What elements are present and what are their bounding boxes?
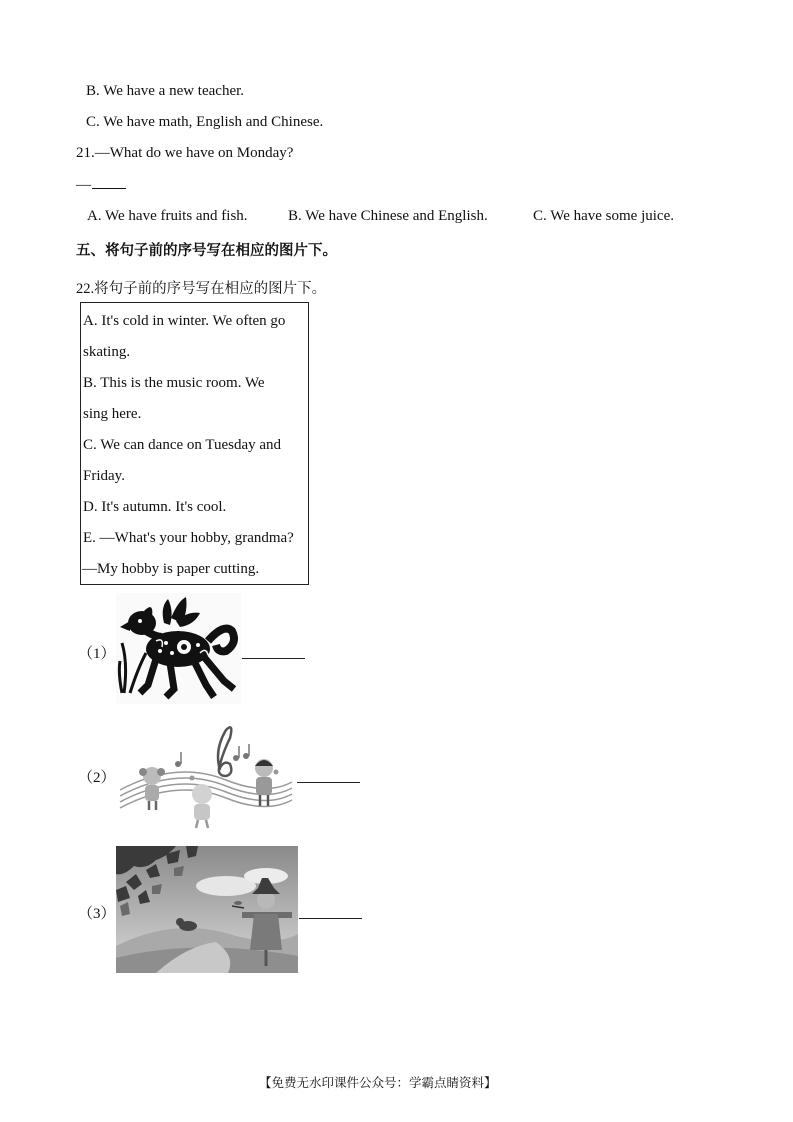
box-line: Friday. [83,468,125,484]
q22-instruction: 22.将句子前的序号写在相应的图片下。 [76,281,327,297]
q21-question: 21.—What do we have on Monday? [76,145,294,161]
q20-option-c: C. We have math, English and Chinese. [86,114,324,130]
box-line: C. We can dance on Tuesday and [83,437,282,453]
answer-line-1 [242,658,305,659]
q21-option-c: C. We have some juice. [533,208,674,224]
footer-note: 【免费无水印课件公众号：学霸点睛资料】 [259,1075,497,1090]
sentence-box [80,302,309,585]
box-line: sing here. [83,406,142,422]
answer-line-3 [299,918,362,919]
autumn-scarecrow-image [116,846,298,973]
answer-dash: — [76,177,91,193]
item-label-1: （1） [78,646,116,662]
box-line: skating. [83,344,131,360]
box-line: A. It's cold in winter. We often go [83,313,286,329]
children-singing-image [116,720,294,830]
item-label-2: （2） [78,770,116,786]
q21-answer-blank [76,176,126,194]
q21-option-b: B. We have Chinese and English. [288,208,488,224]
blank-line [92,176,126,189]
box-line: —My hobby is paper cutting. [82,561,260,577]
q20-option-b: B. We have a new teacher. [86,83,245,99]
item-label-3: （3） [78,906,116,922]
box-line: D. It's autumn. It's cool. [83,499,227,515]
box-line: B. This is the music room. We [83,375,265,391]
q21-option-a: A. We have fruits and fish. [87,208,248,224]
paper-cutting-dog-image [116,593,241,704]
section-heading: 五、将句子前的序号写在相应的图片下。 [76,243,337,259]
answer-line-2 [297,782,360,783]
box-line: E. —What's your hobby, grandma? [83,530,294,546]
